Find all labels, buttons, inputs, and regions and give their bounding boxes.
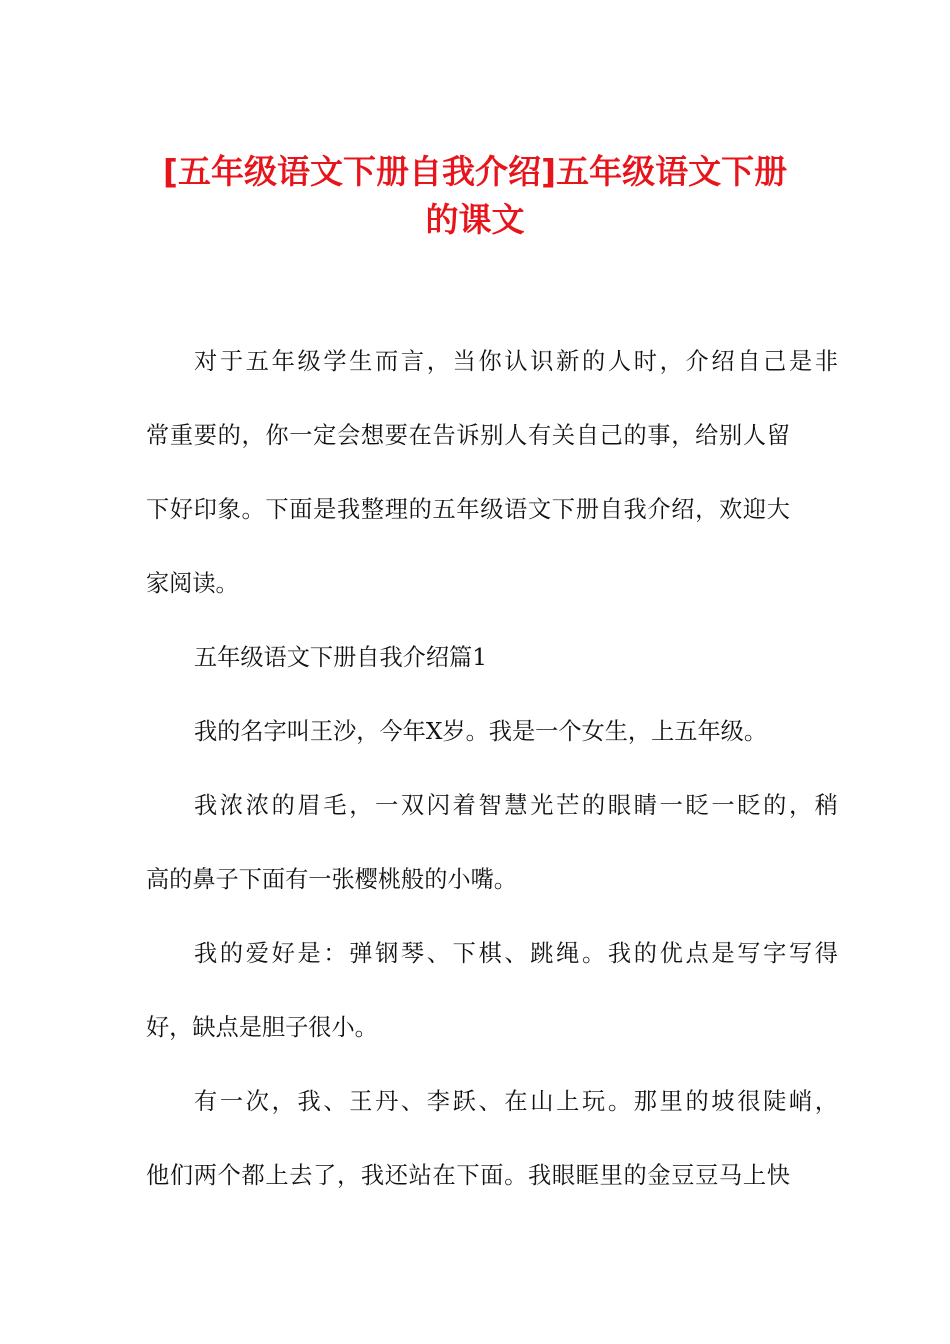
body-line-11: 有一次，我、王丹、李跃、在山上玩。那里的坡很陡峭， — [194, 1088, 838, 1115]
section-heading: 五年级语文下册自我介绍篇1 — [194, 644, 488, 671]
body-line-7: 我浓浓的眉毛，一双闪着智慧光芒的眼睛一眨一眨的，稍 — [194, 792, 838, 819]
body-line-1: 对于五年级学生而言，当你认识新的人时，介绍自己是非 — [194, 348, 838, 375]
body-line-2: 常重要的，你一定会想要在告诉别人有关自己的事，给别人留 — [146, 422, 790, 449]
title-line-2: 的课文 — [425, 200, 525, 239]
title-line-1: [五年级语文下册自我介绍]五年级语文下册 — [162, 152, 788, 191]
body-line-6: 我的名字叫王沙，今年X岁。我是一个女生，上五年级。 — [194, 718, 768, 745]
body-line-10: 好，缺点是胆子很小。 — [146, 1014, 378, 1041]
body-line-12: 他们两个都上去了，我还站在下面。我眼眶里的金豆豆马上快 — [146, 1162, 790, 1189]
body-line-9: 我的爱好是：弹钢琴、下棋、跳绳。我的优点是写字写得 — [194, 940, 838, 967]
body-line-8: 高的鼻子下面有一张樱桃般的小嘴。 — [146, 866, 517, 893]
body-line-4: 家阅读。 — [146, 570, 239, 597]
document-title — [120, 148, 830, 244]
document-body — [146, 325, 838, 1213]
body-line-3: 下好印象。下面是我整理的五年级语文下册自我介绍，欢迎大 — [146, 496, 790, 523]
